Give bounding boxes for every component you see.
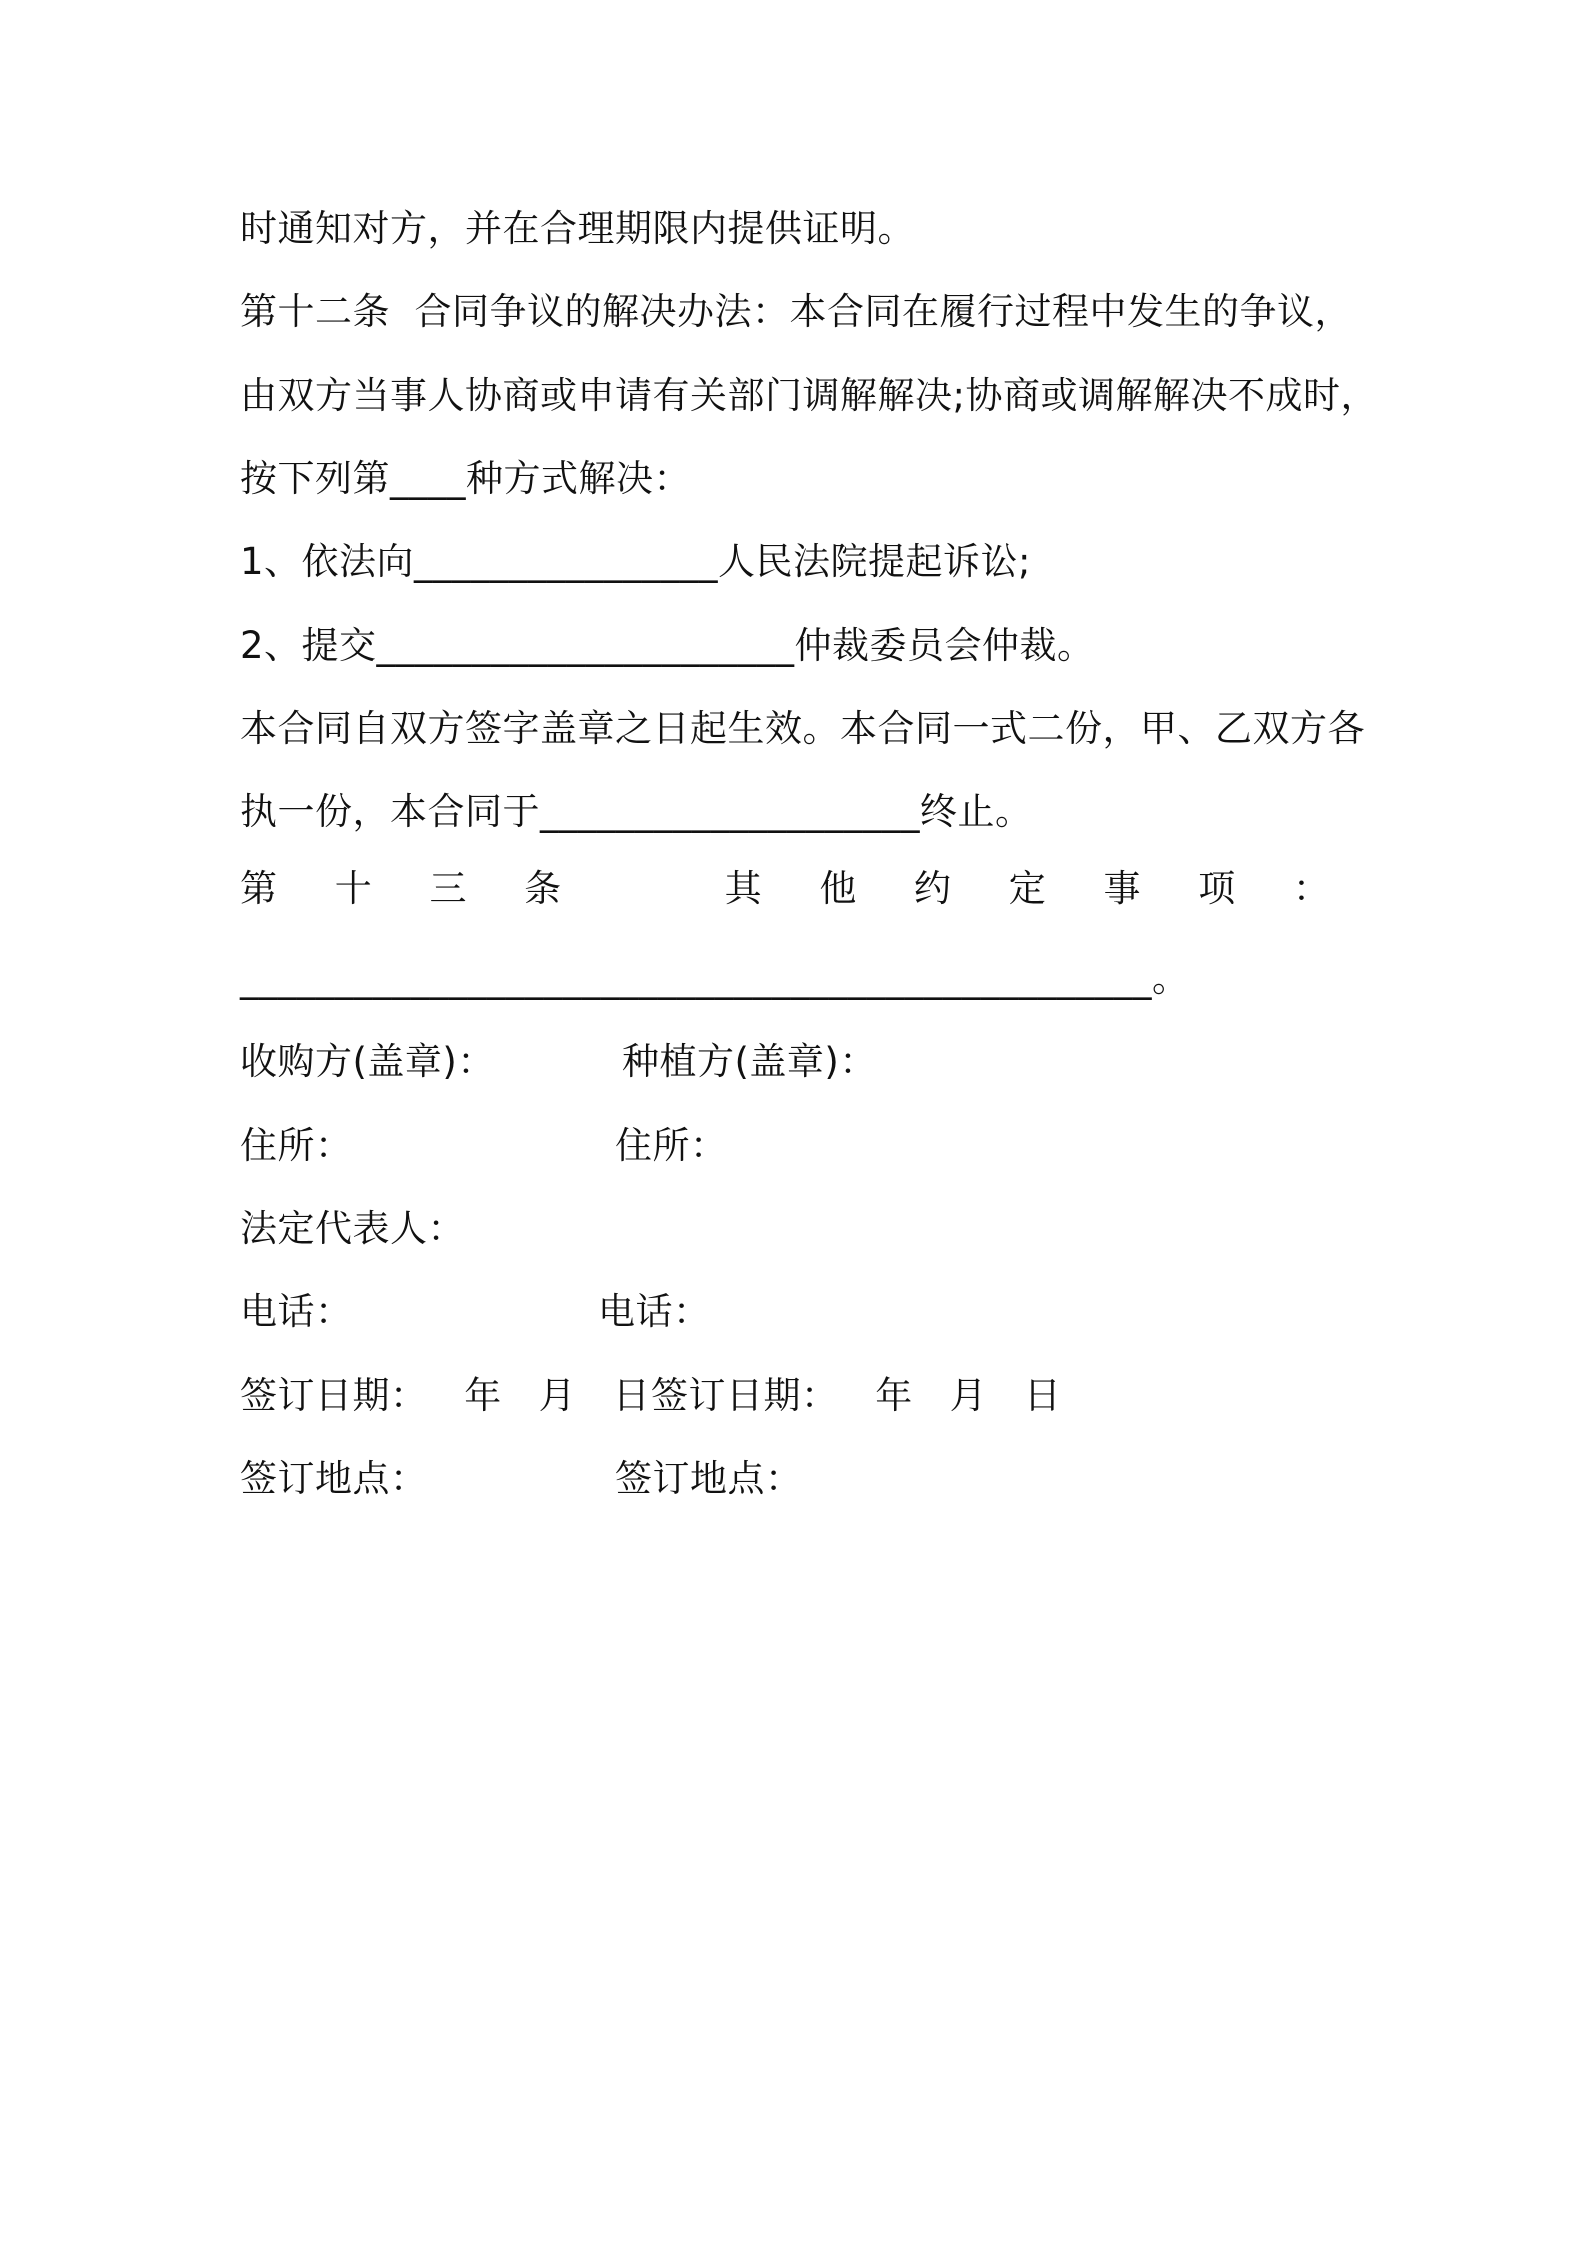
article13-char: 定 (1008, 867, 1046, 910)
buyer-seal-label: 收购方(盖章)： (240, 1040, 495, 1083)
paragraph-line-1: 时通知对方，并在合理期限内提供证明。 (240, 207, 915, 250)
article13-heading (240, 867, 1330, 910)
legal-representative-label: 法定代表人： (240, 1207, 465, 1250)
article13-char: 十 (334, 867, 372, 910)
article13-gap (619, 870, 667, 907)
article13-char: 条 (524, 867, 562, 910)
grower-seal-label: 种植方(盖章)： (622, 1040, 877, 1083)
grower-signing-place: 签订地点： (615, 1457, 803, 1500)
option-litigation: 1、依法向________________人民法院提起诉讼; (240, 540, 1032, 583)
article13-char: 第 (240, 867, 277, 910)
article13-char: 他 (819, 867, 857, 910)
paragraph-line-4: 按下列第____种方式解决： (240, 457, 691, 500)
paragraph-line-3: 由双方当事人协商或申请有关部门调解解决;协商或调解解决不成时， (240, 374, 1378, 417)
grower-signing-date: 签订日期： 年 月 日 (651, 1374, 1062, 1417)
article12-heading-line: 第十二条 合同争议的解决办法：本合同在履行过程中发生的争议， (240, 290, 1353, 333)
article13-blank: ________________________________________________。 (240, 957, 1190, 1000)
buyer-signing-date: 签订日期： 年 月 日 (240, 1374, 651, 1417)
buyer-phone-label: 电话： (240, 1290, 353, 1333)
grower-phone-label: 电话： (598, 1290, 711, 1333)
article13-char: 项 (1198, 867, 1236, 910)
article13-char: 三 (429, 867, 467, 910)
article13-char: 约 (914, 867, 952, 910)
article13-char: ： (1292, 867, 1330, 910)
buyer-signing-place: 签订地点： (240, 1457, 428, 1500)
effect-clause-line-1: 本合同自双方签字盖章之日起生效。本合同一式二份，甲、乙双方各 (240, 707, 1365, 750)
article13-char: 事 (1103, 867, 1141, 910)
article13-char: 其 (724, 867, 762, 910)
buyer-address-label: 住所： (240, 1124, 353, 1167)
option-arbitration: 2、提交______________________仲裁委员会仲裁。 (240, 624, 1095, 667)
grower-address-label: 住所： (615, 1124, 728, 1167)
effect-clause-line-2: 执一份，本合同于____________________终止。 (240, 790, 1033, 833)
